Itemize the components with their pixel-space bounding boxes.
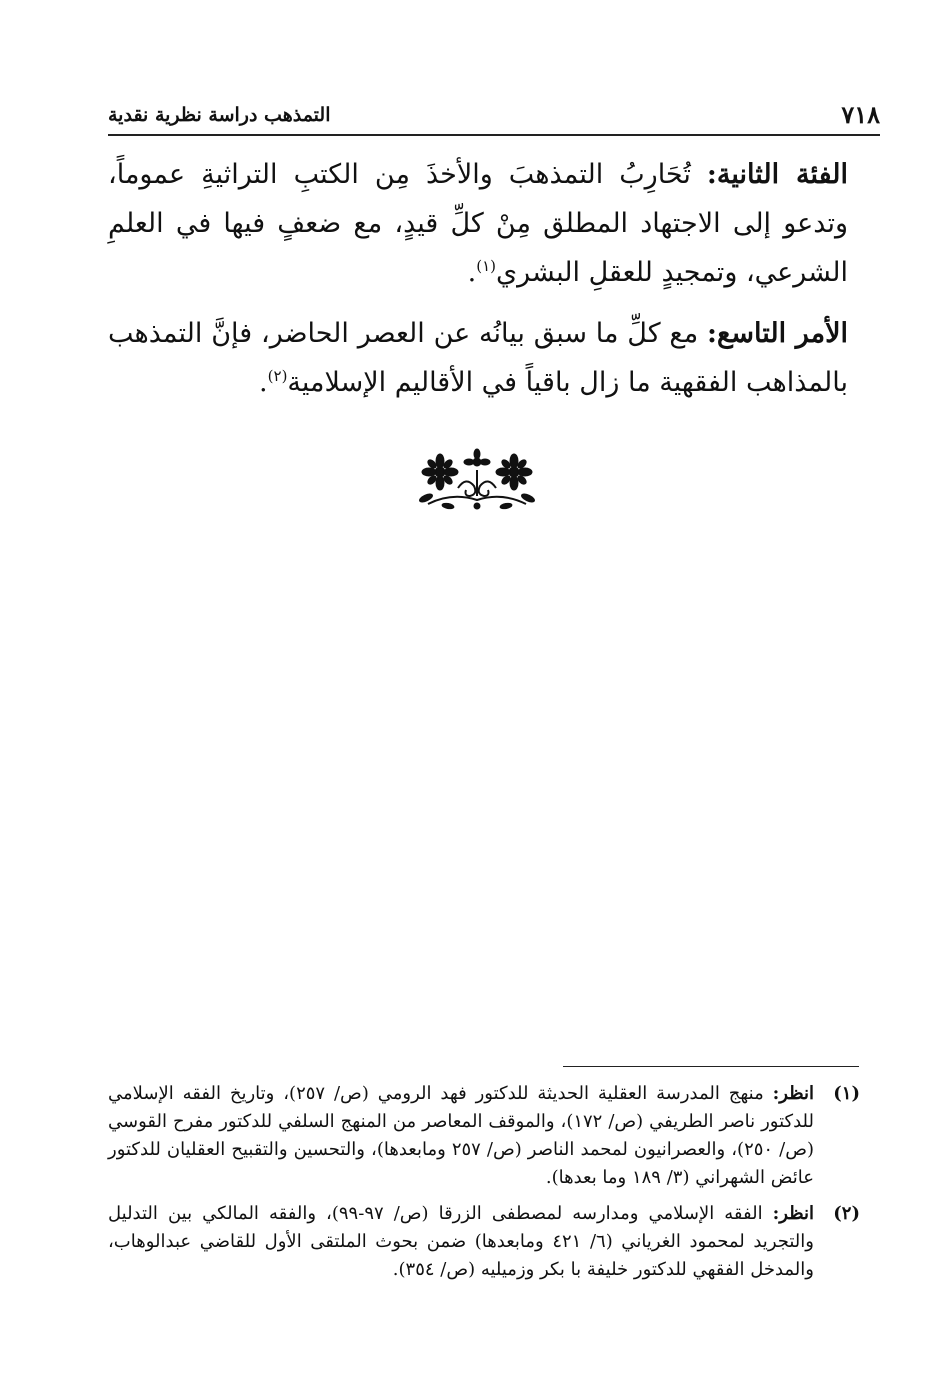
footnote-item xyxy=(108,1200,860,1284)
paragraph-text: مع كلِّ ما سبق بيانُه عن العصر الحاضر، فإنَّ التمذهب بالمذاهب الفقهية ما زال باقياً في الأقاليم الإسلامية xyxy=(108,318,848,398)
running-title: التمذهب دراسة نظرية نقدية xyxy=(108,104,331,126)
footnote-number: (١) xyxy=(833,1083,860,1104)
footnotes xyxy=(108,1080,860,1292)
page-header xyxy=(108,96,880,136)
footnote-body: منهج المدرسة العقلية الحديثة للدكتور فهد الرومي (ص/ ٢٥٧)، وتاريخ الفقه الإسلامي للدكتور ناصر الطريفي (ص/ ١٧٢)، والموقف المعاصر من المنهج السلفي للدكتور مفرح القوسي (ص/ ٢٥٠)، والعصرانيون لمحمد الناصر (ص/ ٢٥٧ ومابعدها)، والتحسين والتقبيح العقليان للدكتور عائض الشهراني (٣/ ١٨٩ وما بعدها). xyxy=(108,1083,814,1188)
footnote-reference[interactable]: (٢) xyxy=(267,367,288,385)
paragraph-end: . xyxy=(259,367,268,398)
footnote-separator xyxy=(563,1066,859,1067)
footnote-number: (٢) xyxy=(833,1203,860,1224)
paragraph-lead: الأمر التاسع: xyxy=(707,318,848,349)
footnote-text xyxy=(108,1200,814,1284)
footnote-item xyxy=(108,1080,860,1192)
footnote-reference[interactable]: (١) xyxy=(476,257,496,275)
footnote-lead: انظر: xyxy=(772,1083,815,1104)
header-rule xyxy=(108,134,880,136)
paragraph-end: . xyxy=(467,257,477,288)
paragraph-second xyxy=(108,309,848,407)
paragraph-lead: الفئة الثانية: xyxy=(706,159,848,190)
body-text xyxy=(108,150,848,419)
floral-ornament-icon xyxy=(418,448,536,514)
footnote-body: الفقه الإسلامي ومدارسه لمصطفى الزرقا (ص/ ٩٧-٩٩)، والفقه المالكي بين التدليل والتجريد لمحمود الغرياني (٦/ ٤٢١ ومابعدها) ضمن بحوث الملتقى الأول للقاضي عبدالوهاب، والمدخل الفقهي للدكتور خليفة با بكر وزميليه (ص/ ٣٥٤). xyxy=(108,1203,814,1280)
page-number: ٧١٨ xyxy=(841,100,880,129)
paragraph-first xyxy=(108,150,848,297)
paragraph-text: تُحَارِبُ التمذهبَ والأخذَ مِن الكتبِ التراثيةِ عموماً، وتدعو إلى الاجتهاد المطلق مِنْ كلِّ قيدٍ، مع ضعفٍ فيها في العلمِ الشرعي، وتمجيدٍ للعقلِ البشري xyxy=(108,159,848,288)
footnote-lead: انظر: xyxy=(772,1203,814,1224)
footnote-text xyxy=(108,1080,814,1192)
